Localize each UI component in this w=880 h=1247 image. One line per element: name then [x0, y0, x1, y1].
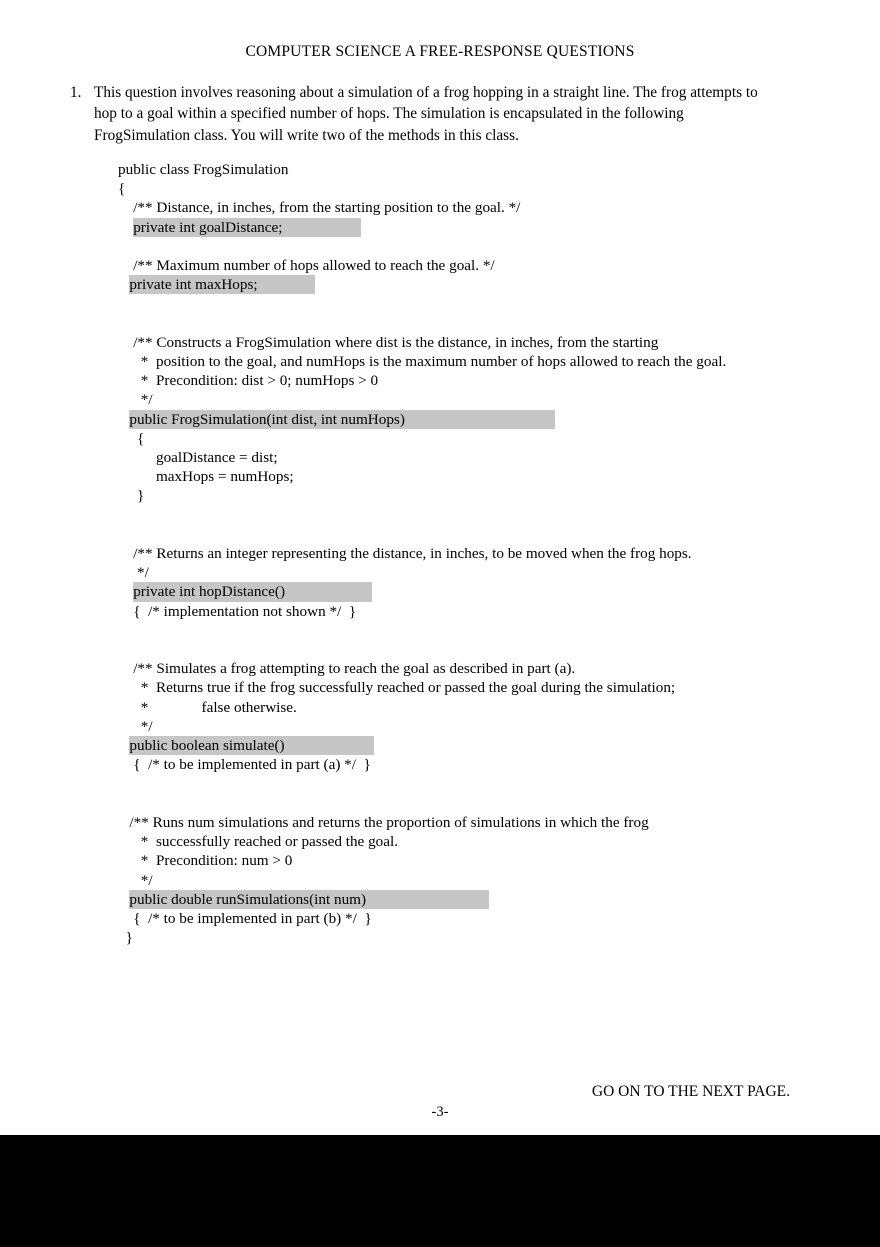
- question-number: 1.: [70, 84, 82, 101]
- code-line: /** Distance, in inches, from the starting position to the goal. */: [118, 199, 521, 217]
- code-line: { /* to be implemented in part (a) */ }: [118, 756, 371, 774]
- question-text: This question involves reasoning about a simulation of a frog hopping in a straight line. The frog attempts to hop to a goal within a specified number of hops. The simulation is encapsulated in the following FrogSimulation class. You will write two of the methods in this class.: [94, 84, 758, 144]
- code-highlight: public double runSimulations(int num): [129, 890, 489, 909]
- code-line: { /* to be implemented in part (b) */ }: [118, 909, 372, 927]
- code-line: maxHops = numHops;: [118, 468, 294, 486]
- code-line: */: [118, 391, 153, 409]
- code-line: * position to the goal, and numHops is the maximum number of hops allowed to reach the goal.: [118, 353, 727, 371]
- code-line: [118, 582, 838, 601]
- code-line: /** Runs num simulations and returns the proportion of simulations in which the frog: [118, 813, 649, 831]
- code-line: /** Simulates a frog attempting to reach the goal as described in part (a).: [118, 660, 576, 678]
- code-line: {: [118, 429, 145, 447]
- code-line: }: [118, 487, 145, 505]
- code-line: [118, 775, 838, 794]
- footer-band: [0, 1135, 880, 1247]
- code-line: */: [118, 871, 153, 889]
- code-line: [118, 736, 838, 755]
- code-line: * successfully reached or passed the goal.: [118, 833, 399, 851]
- code-line: [118, 314, 838, 333]
- code-line: [118, 640, 838, 659]
- code-line: * Precondition: dist > 0; numHops > 0: [118, 372, 379, 390]
- code-highlight: public boolean simulate(): [129, 736, 374, 755]
- code-highlight: public FrogSimulation(int dist, int numHops): [129, 410, 555, 429]
- code-line: [118, 794, 838, 813]
- page-title: COMPUTER SCIENCE A FREE-RESPONSE QUESTIONS: [245, 43, 635, 60]
- code-listing: [118, 160, 838, 947]
- code-line: /** Constructs a FrogSimulation where dist is the distance, in inches, from the starting: [118, 333, 659, 351]
- question-block: [70, 82, 770, 146]
- code-line: {: [118, 180, 126, 198]
- code-line: */: [118, 564, 149, 582]
- code-highlight: private int maxHops;: [129, 275, 315, 294]
- code-line: /** Maximum number of hops allowed to reach the goal. */: [118, 257, 495, 275]
- code-line: [118, 525, 838, 544]
- code-line: */: [118, 717, 153, 735]
- code-line: [118, 890, 838, 909]
- code-line: [118, 410, 838, 429]
- code-line: [118, 237, 838, 256]
- code-line: /** Returns an integer representing the distance, in inches, to be moved when the frog hops.: [118, 545, 692, 563]
- code-line: }: [118, 929, 133, 947]
- code-line: public class FrogSimulation: [118, 161, 289, 178]
- code-line: { /* implementation not shown */ }: [118, 602, 357, 620]
- code-line: * Precondition: num > 0: [118, 852, 293, 870]
- code-line: [118, 506, 838, 525]
- code-line: [118, 275, 838, 294]
- code-line: [118, 218, 838, 237]
- code-line: [118, 621, 838, 640]
- code-line: * Returns true if the frog successfully reached or passed the goal during the simulation;: [118, 679, 676, 697]
- go-on-notice: GO ON TO THE NEXT PAGE.: [591, 1083, 790, 1100]
- page-number: -3-: [431, 1104, 449, 1120]
- code-highlight: private int hopDistance(): [133, 582, 372, 601]
- code-line: [118, 294, 838, 313]
- code-highlight: private int goalDistance;: [133, 218, 361, 237]
- code-line: goalDistance = dist;: [118, 449, 278, 467]
- code-line: * false otherwise.: [118, 698, 297, 716]
